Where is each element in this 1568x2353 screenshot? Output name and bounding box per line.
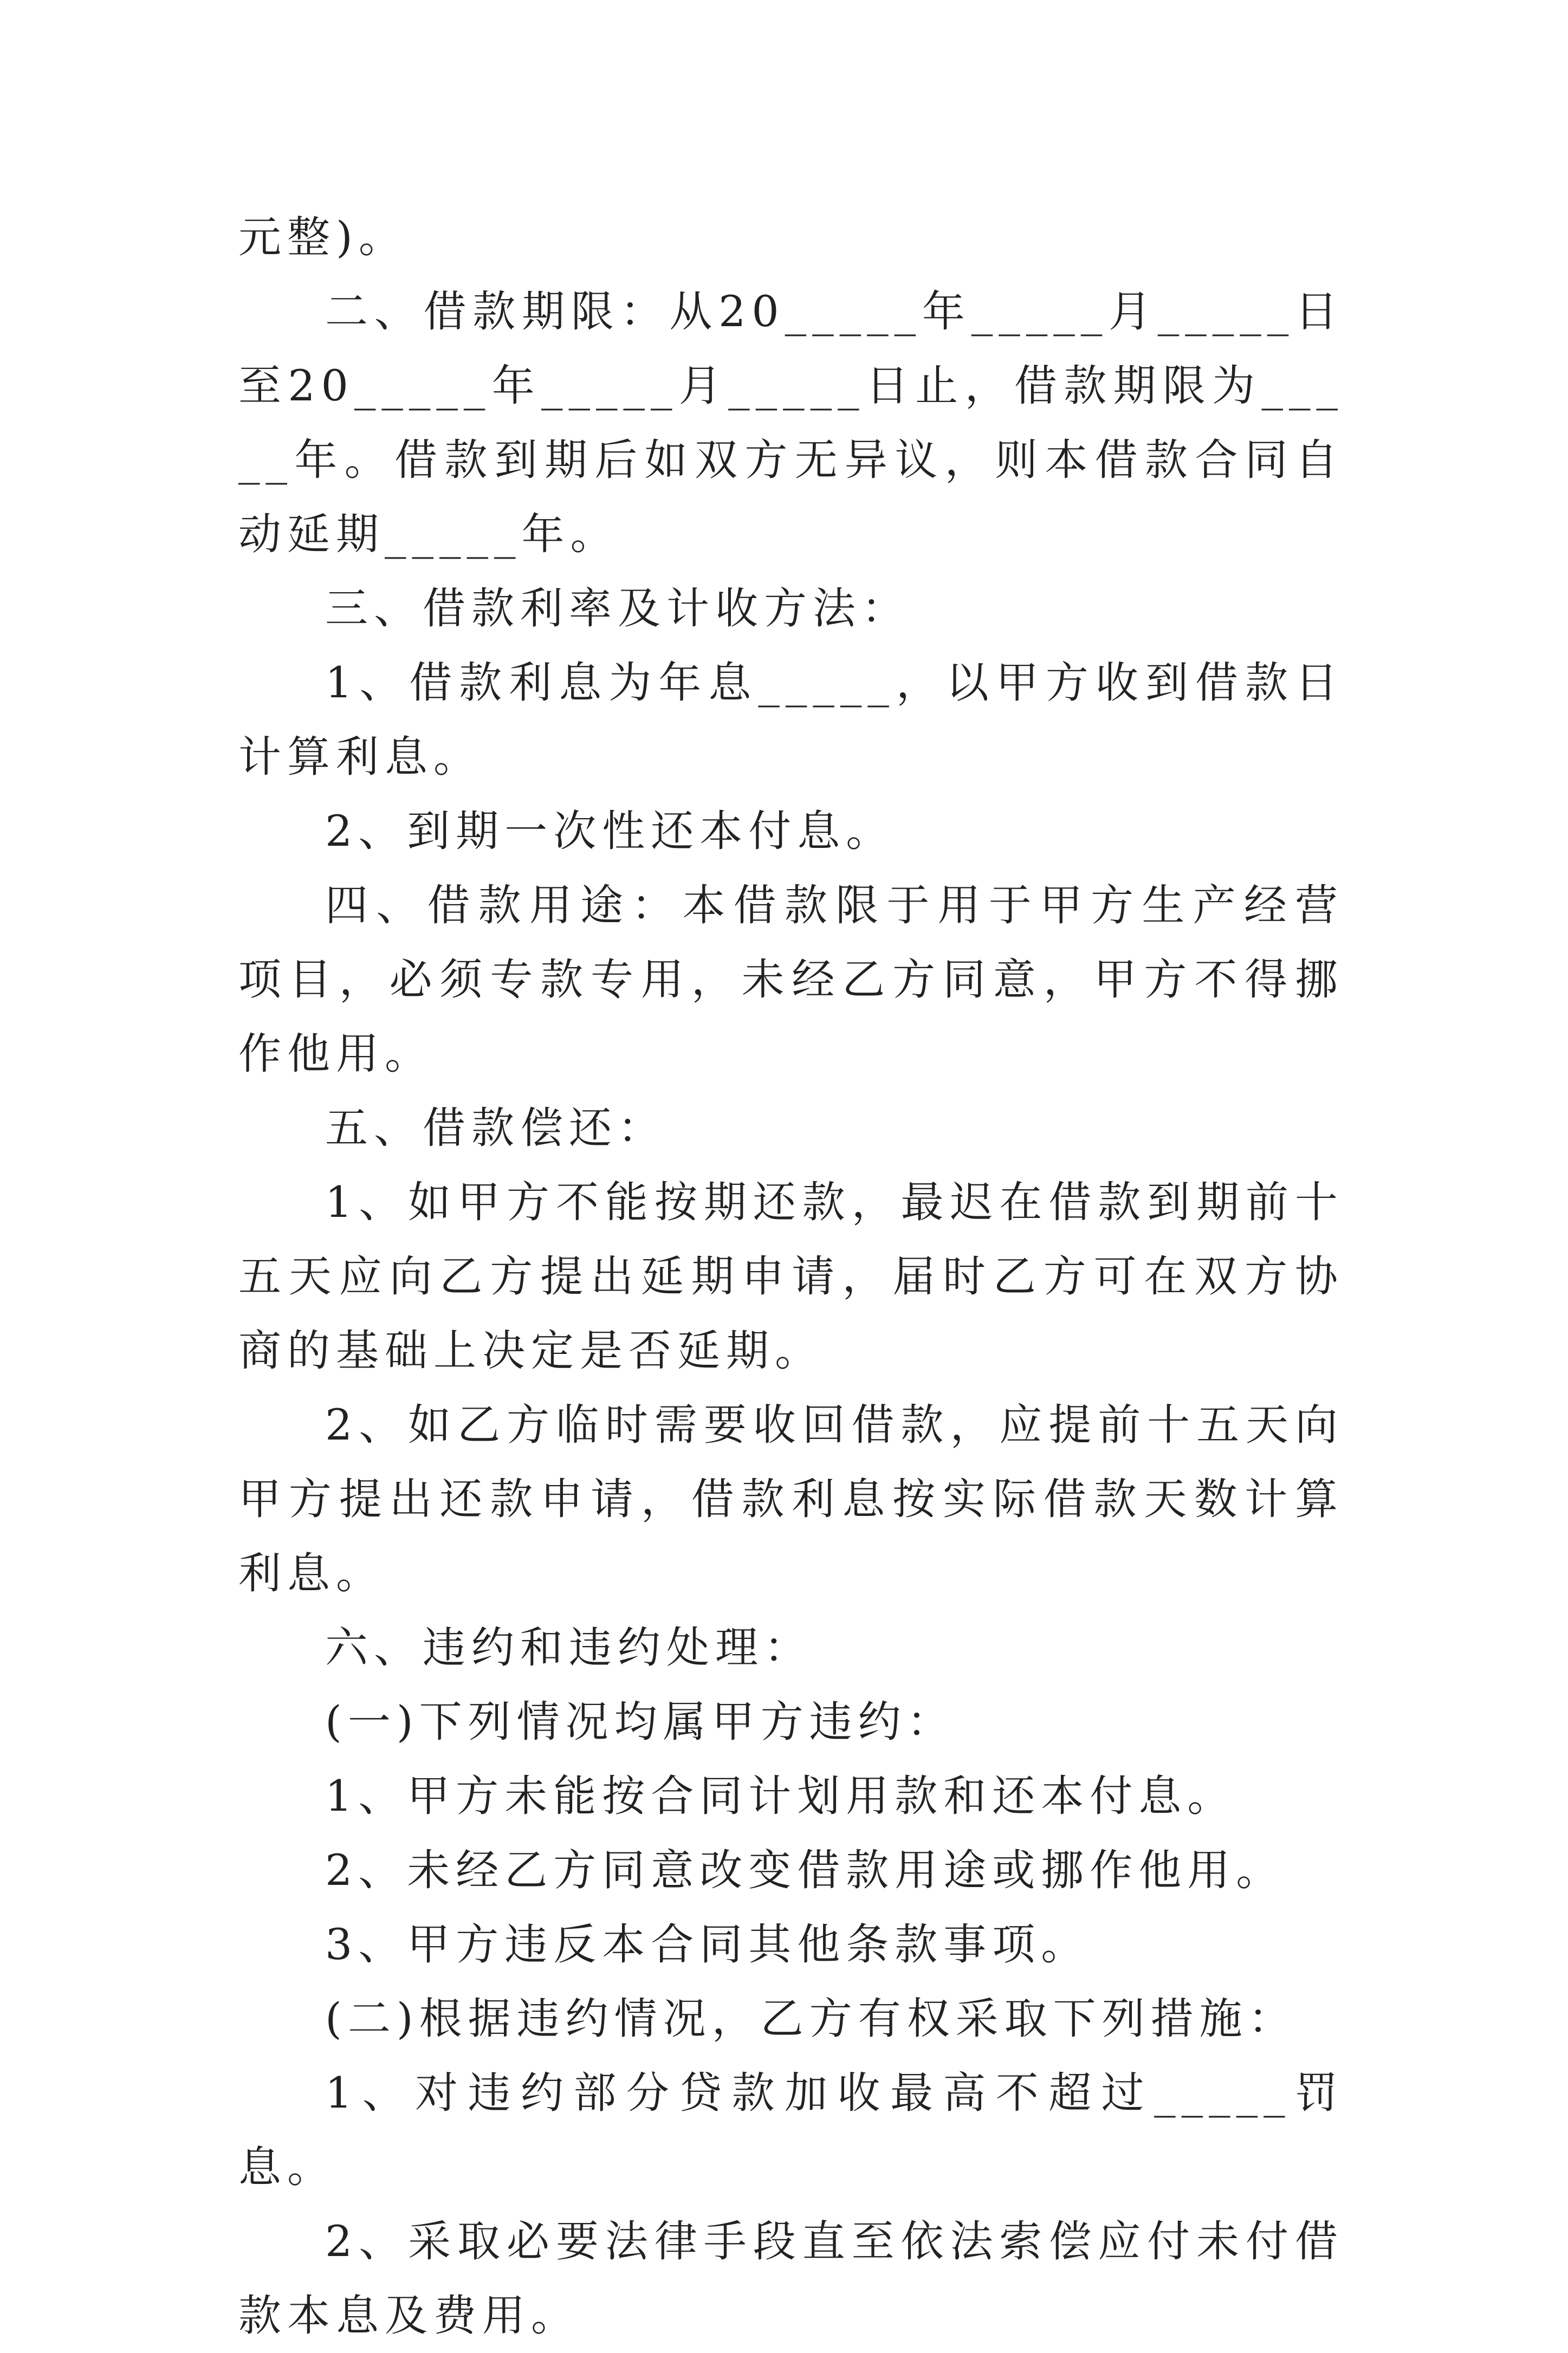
paragraph-breach-case-2: 2、未经乙方同意改变借款用途或挪作他用。 (325, 1845, 1285, 1895)
paragraph-breach-heading: 六、违约和违约处理： (325, 1623, 813, 1673)
paragraph-breach-case-1: 1、甲方未能按合同计划用款和还本付息。 (325, 1771, 1236, 1821)
paragraph-breach-case-3: 3、甲方违反本合同其他条款事项。 (325, 1920, 1090, 1969)
paragraph-breach-cases-heading: (一)下列情况均属甲方违约： (325, 1697, 956, 1747)
paragraph-repayment-method: 2、到期一次性还本付息。 (325, 806, 895, 856)
paragraph-early-recall: 2、如乙方临时需要收回借款，应提前十五天向甲方提出还款申请，借款利息按实际借款天数计算利息。 (238, 1400, 1344, 1598)
paragraph-remedies-heading: (二)根据违约情况，乙方有权采取下列措施： (325, 1994, 1297, 2044)
paragraph-interest-heading: 三、借款利率及计收方法： (325, 584, 910, 633)
paragraph-remedy-1: 1、对违约部分贷款加收最高不超过_____罚息。 (238, 2068, 1344, 2192)
paragraph-interest-rate: 1、借款利息为年息_____，以甲方收到借款日计算利息。 (238, 658, 1344, 782)
paragraph-loan-purpose: 四、借款用途：本借款限于用于甲方生产经营项目，必须专款专用，未经乙方同意，甲方不得挪作他用。 (238, 880, 1344, 1079)
paragraph-repayment-heading: 五、借款偿还： (325, 1103, 666, 1153)
paragraph-remedy-2: 2、采取必要法律手段直至依法索偿应付未付借款本息及费用。 (238, 2216, 1344, 2341)
paragraph-extension-request: 1、如甲方不能按期还款，最迟在借款到期前十五天应向乙方提出延期申请，届时乙方可在双方协商的基础上决定是否延期。 (238, 1177, 1344, 1376)
paragraph-amount-end: 元整)。 (238, 212, 407, 262)
contract-text-body (238, 200, 1344, 2353)
paragraph-loan-term: 二、借款期限：从20_____年_____月_____日至20_____年_____月_____日止，借款期限为_____年。借款到期后如双方无异议，则本借款合同自动延期_____年。 (238, 287, 1344, 559)
